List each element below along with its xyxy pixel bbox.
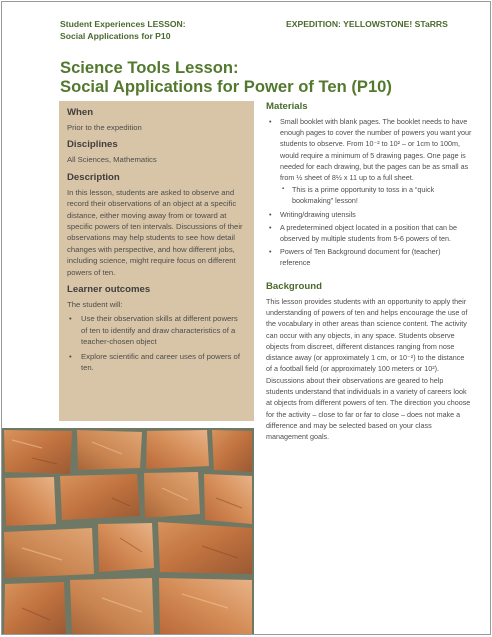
materials-item-object: • A predetermined object located in a position that can be observed by multiple students from 5-6 powers of ten. bbox=[266, 222, 472, 244]
when-section bbox=[67, 107, 246, 133]
lesson-page bbox=[1, 1, 491, 635]
materials-heading: Materials bbox=[266, 101, 308, 112]
stone-wall-photo bbox=[2, 428, 254, 635]
page-title bbox=[60, 58, 480, 96]
outcome-item-1: • Use their observation skills at different powers of ten to identify and draw characteristics of a teacher-chosen object bbox=[67, 313, 246, 347]
outcomes-heading: Learner outcomes bbox=[67, 284, 151, 296]
outcomes-intro: The student will: bbox=[67, 300, 123, 310]
header-lesson-name: Social Applications for P10 bbox=[60, 31, 171, 41]
materials-subitem-bookmaking: ▪ This is a prime opportunity to toss in a “quick bookmaking” lesson! bbox=[280, 184, 472, 206]
outcomes-list bbox=[67, 313, 246, 373]
description-heading: Description bbox=[67, 171, 120, 183]
outcomes-section bbox=[67, 284, 246, 373]
background-heading: Background bbox=[266, 280, 322, 292]
when-text: Prior to the expedition bbox=[67, 123, 142, 132]
materials-sublist bbox=[280, 184, 472, 206]
outcome-item-2: • Explore scientific and career uses of powers of ten. bbox=[67, 351, 246, 374]
disciplines-section bbox=[67, 139, 246, 165]
header-left bbox=[60, 18, 186, 42]
sidebar-panel bbox=[59, 101, 254, 421]
when-heading: When bbox=[67, 107, 94, 118]
materials-list bbox=[266, 116, 472, 269]
right-column bbox=[266, 101, 472, 443]
disciplines-text: All Sciences, Mathematics bbox=[67, 155, 157, 165]
header-lesson-type: Student Experiences LESSON: bbox=[60, 19, 186, 29]
description-section bbox=[67, 172, 246, 278]
materials-item-utensils: • Writing/drawing utensils bbox=[266, 209, 472, 220]
materials-section bbox=[266, 101, 472, 269]
materials-item-booklet-text: Small booklet with blank pages. The booklet needs to have enough pages to cover the number of powers you want your students to observe. From 10⁻² to 10² – or 1cm to 100m, would require a minimum of 5 drawing pages. One page is needed for each drawing, but the pages can be as small as from ½ sheet of 8½ x 11 up to a full sheet. bbox=[280, 117, 472, 183]
title-line-1: Science Tools Lesson: bbox=[60, 58, 239, 77]
materials-item-booklet bbox=[266, 116, 472, 207]
background-section bbox=[266, 281, 472, 443]
background-text: This lesson provides students with an opportunity to apply their understanding of powers of ten and helps encourage the use of the vocabulary in other areas than science content. The activity can occur with any objects, in any space. Students observe objects from discreet, different distances ranging from nose distance away (or approximately 1 cm, or 10⁻²) to the distance of a football field (or approximately 100 meters or 10²). Discussions about their observations are geared to help students understand that individuals in a variety of careers look at objects from different powers of ten. The direction you choose for the activity – close to far or far to close – does not make a difference and may be selected based on your class management goals. bbox=[266, 296, 471, 442]
disciplines-heading: Disciplines bbox=[67, 139, 118, 151]
header-expedition: EXPEDITION: YELLOWSTONE! STaRRS bbox=[286, 19, 448, 29]
title-line-2: Social Applications for Power of Ten (P10) bbox=[60, 77, 392, 96]
description-text: In this lesson, students are asked to observe and record their observations of an object at a specific distance, either moving away from or toward at specific powers of ten intervals. Discussions of their observations may help students to see how detail changes with perspective, and how different jobs, including science, might require focus on different powers of ten. bbox=[67, 187, 243, 277]
materials-item-document: • Powers of Ten Background document for (teacher) reference bbox=[266, 246, 472, 268]
